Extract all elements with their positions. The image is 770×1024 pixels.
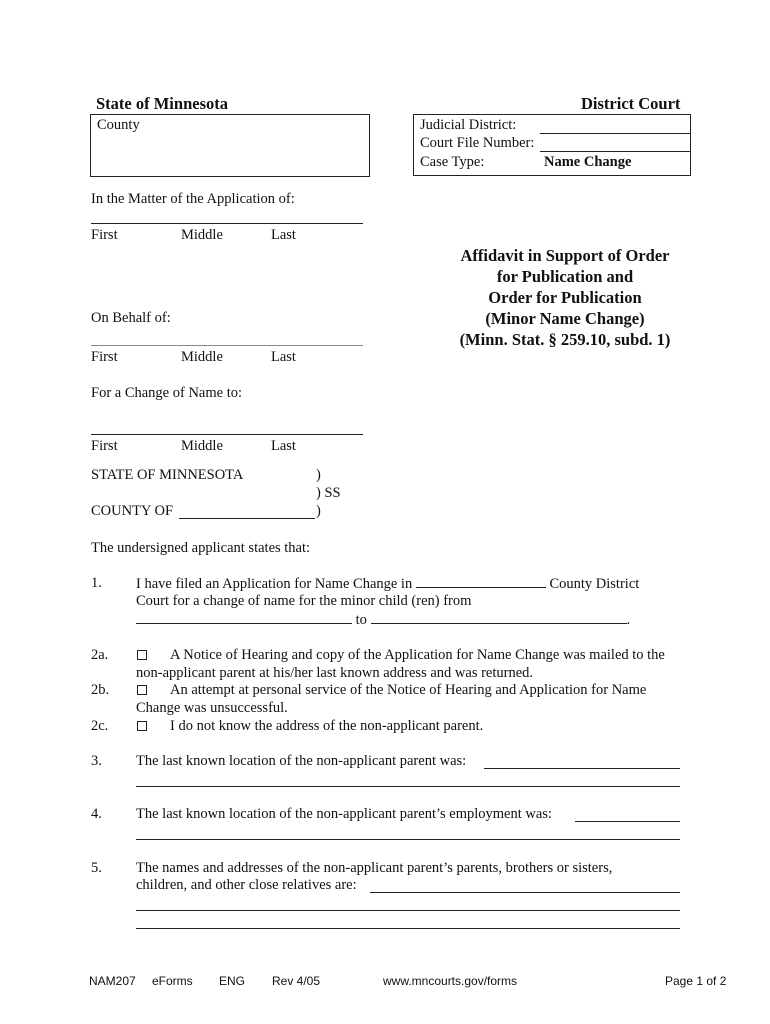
case-type-label: Case Type:: [420, 154, 485, 170]
case-type-value: Name Change: [544, 154, 632, 170]
judicial-district-field[interactable]: [540, 133, 690, 134]
case-info-box: [413, 114, 691, 176]
venue-ss: ) SS: [316, 485, 341, 501]
county-box[interactable]: [90, 114, 370, 177]
item-2b-text: An attempt at personal service of the Notice of Hearing and Application for Name: [170, 682, 647, 698]
footer-language: ENG: [219, 974, 246, 988]
middle-label: Middle: [181, 438, 223, 454]
item-5-text-cont: children, and other close relatives are:: [136, 877, 357, 893]
new-name-line[interactable]: [91, 434, 363, 435]
item-5-field-line-3[interactable]: [136, 928, 680, 929]
item-1-line-1: [136, 575, 639, 593]
first-label: First: [91, 438, 118, 454]
footer-revision: Rev 4/05: [272, 974, 321, 988]
middle-label: Middle: [181, 227, 223, 243]
title-line-3: Order for Publication: [488, 288, 642, 307]
item-2b-text-cont: Change was unsuccessful.: [136, 700, 288, 716]
item-3-number: 3.: [91, 753, 102, 769]
court-file-number-field[interactable]: [540, 151, 690, 152]
state-heading: State of Minnesota: [96, 94, 228, 113]
last-label: Last: [271, 227, 296, 243]
item-2a-text-cont: non-applicant parent at his/her last known address and was returned.: [136, 665, 534, 681]
last-label: Last: [271, 349, 296, 365]
item-5-field[interactable]: [370, 892, 680, 893]
child-new-name-field[interactable]: [371, 611, 627, 624]
middle-label: Middle: [181, 349, 223, 365]
item-4-text: The last known location of the non-applicant parent’s employment was:: [136, 806, 552, 822]
intro-statement: The undersigned applicant states that:: [91, 540, 311, 556]
item-2a-number: 2a.: [91, 647, 109, 663]
venue-county-field[interactable]: [179, 518, 315, 519]
on-behalf-of-label: On Behalf of:: [91, 310, 171, 326]
footer-form-id: NAM207: [89, 974, 136, 988]
footer-url: www.mncourts.gov/forms: [383, 974, 518, 988]
item-2c-checkbox[interactable]: [137, 721, 147, 731]
court-heading: District Court: [581, 94, 681, 113]
first-label: First: [91, 227, 118, 243]
minor-name-line[interactable]: [91, 345, 363, 346]
title-line-5: (Minn. Stat. § 259.10, subd. 1): [459, 330, 671, 349]
venue-county-paren: ): [316, 503, 321, 519]
footer-page-number: Page 1 of 2: [665, 974, 727, 988]
item-2b-checkbox[interactable]: [137, 685, 147, 695]
title-line-1: Affidavit in Support of Order: [460, 246, 670, 265]
county-label: County: [97, 117, 140, 133]
footer-eforms: eForms: [152, 974, 193, 988]
document-title: [410, 245, 720, 350]
item-1-line-3: [136, 611, 630, 629]
judicial-district-label: Judicial District:: [420, 117, 517, 133]
item-2c-number: 2c.: [91, 718, 109, 734]
item-3-field[interactable]: [484, 768, 680, 769]
title-line-4: (Minor Name Change): [485, 309, 645, 328]
item-3-field-line-2[interactable]: [136, 786, 680, 787]
item-4-field[interactable]: [575, 821, 680, 822]
venue-state: STATE OF MINNESOTA: [91, 467, 244, 483]
item-2b-number: 2b.: [91, 682, 110, 698]
title-line-2: for Publication and: [496, 267, 634, 286]
applicant-name-line[interactable]: [91, 223, 363, 224]
item-4-field-line-2[interactable]: [136, 839, 680, 840]
court-file-number-label: Court File Number:: [420, 135, 535, 151]
item-2a-text: A Notice of Hearing and copy of the Application for Name Change was mailed to the: [170, 647, 665, 663]
item-4-number: 4.: [91, 806, 102, 822]
first-label: First: [91, 349, 118, 365]
item-5-field-line-2[interactable]: [136, 910, 680, 911]
venue-paren: ): [316, 467, 321, 483]
item-2a-checkbox[interactable]: [137, 650, 147, 660]
item-5-number: 5.: [91, 860, 102, 876]
item-1-text-a: I have filed an Application for Name Change in: [136, 576, 413, 592]
matter-of-label: In the Matter of the Application of:: [91, 191, 295, 207]
change-to-label: For a Change of Name to:: [91, 385, 243, 401]
last-label: Last: [271, 438, 296, 454]
child-current-name-field[interactable]: [136, 611, 352, 624]
venue-county-label: COUNTY OF: [91, 503, 174, 519]
county-district-field[interactable]: [416, 575, 546, 588]
item-3-text: The last known location of the non-applicant parent was:: [136, 753, 467, 769]
item-1-text-b: County District: [549, 576, 640, 592]
item-1-line-2: Court for a change of name for the minor child (ren) from: [136, 593, 472, 609]
item-1-to: to: [355, 612, 367, 628]
item-5-text: The names and addresses of the non-applicant parent’s parents, brothers or sisters,: [136, 860, 613, 876]
item-1-period: .: [626, 612, 631, 628]
item-2c-text: I do not know the address of the non-applicant parent.: [170, 718, 484, 734]
item-1-number: 1.: [91, 575, 102, 591]
